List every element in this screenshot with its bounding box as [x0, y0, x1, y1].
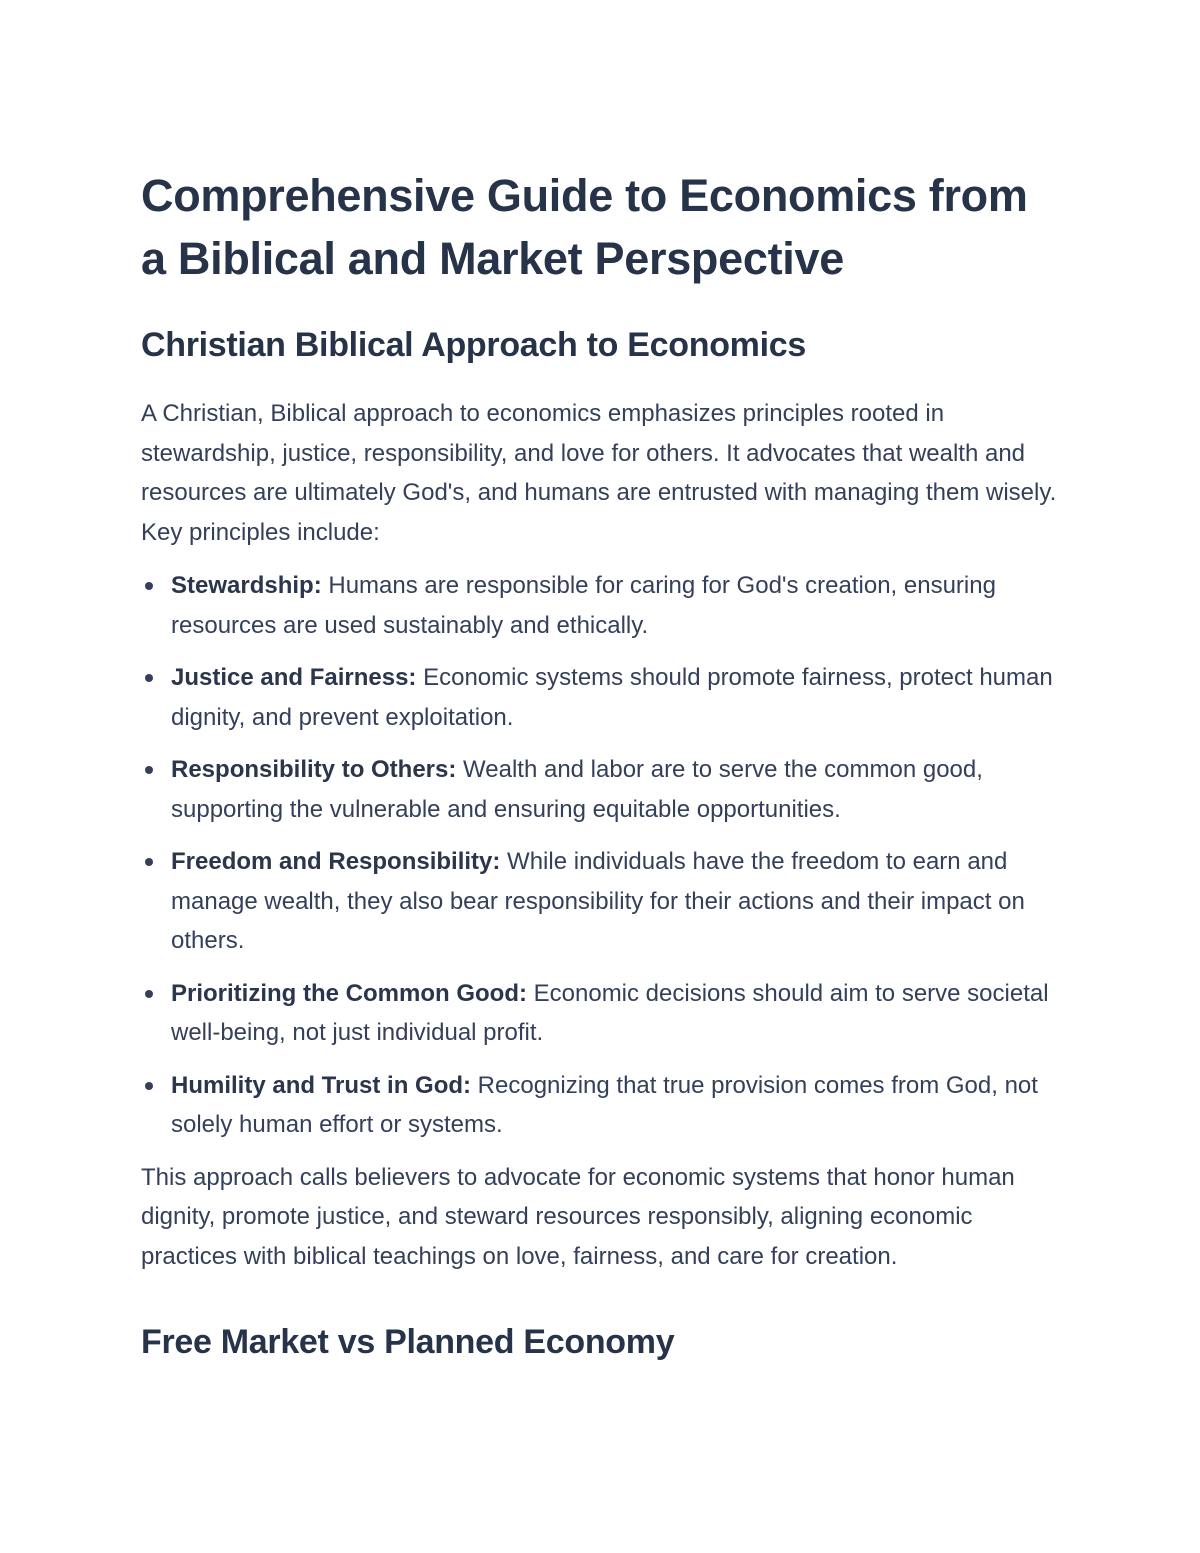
bullet-icon	[145, 858, 153, 866]
document-title: Comprehensive Guide to Economics from a Biblical and Market Perspective	[141, 170, 1028, 284]
intro-paragraph: A Christian, Biblical approach to economics emphasizes principles rooted in stewardship, justice, responsibility, and love for others. It advocates that wealth and resources are ultimately God's, and humans are entrusted with managing them wisely. Key principles include:	[141, 400, 1057, 546]
list-item	[141, 1066, 1060, 1145]
principle-text: Economic decisions should aim to serve societal well-being, not just individual profit.	[171, 979, 1049, 1046]
principle-term: Prioritizing the Common Good:	[171, 979, 527, 1007]
principle-term: Humility and Trust in God:	[171, 1071, 471, 1099]
list-item	[141, 750, 1060, 829]
principle-text: Recognizing that true provision comes from God, not solely human effort or systems.	[171, 1071, 1038, 1138]
list-item	[141, 842, 1060, 961]
principle-text: Wealth and labor are to serve the common good, supporting the vulnerable and ensuring equitable opportunities.	[171, 756, 983, 823]
bullet-icon	[145, 990, 153, 998]
bullet-icon	[145, 1082, 153, 1090]
closing-paragraph: This approach calls believers to advocate for economic systems that honor human dignity, promote justice, and steward resources responsibly, aligning economic practices with biblical teachings on love, fairness, and care for creation.	[141, 1163, 1015, 1270]
principles-list	[141, 566, 1060, 1145]
principle-term: Justice and Fairness:	[171, 664, 417, 691]
principle-term: Stewardship:	[171, 572, 322, 599]
list-item	[141, 974, 1060, 1053]
list-item	[141, 566, 1060, 645]
list-item	[141, 658, 1060, 737]
principle-text: While individuals have the freedom to earn and manage wealth, they also bear responsibility for their actions and their impact on others.	[171, 848, 1025, 954]
bullet-icon	[145, 674, 153, 682]
principle-term: Responsibility to Others:	[171, 756, 457, 783]
principle-term: Freedom and Responsibility:	[171, 848, 501, 875]
section-heading-free-market: Free Market vs Planned Economy	[141, 1323, 675, 1361]
bullet-icon	[145, 766, 153, 774]
bullet-icon	[145, 582, 153, 590]
section-heading-biblical-approach: Christian Biblical Approach to Economics	[141, 326, 806, 364]
principle-text: Economic systems should promote fairness, protect human dignity, and prevent exploitation.	[171, 664, 1053, 731]
principle-text: Humans are responsible for caring for God's creation, ensuring resources are used sustainably and ethically.	[171, 572, 996, 639]
